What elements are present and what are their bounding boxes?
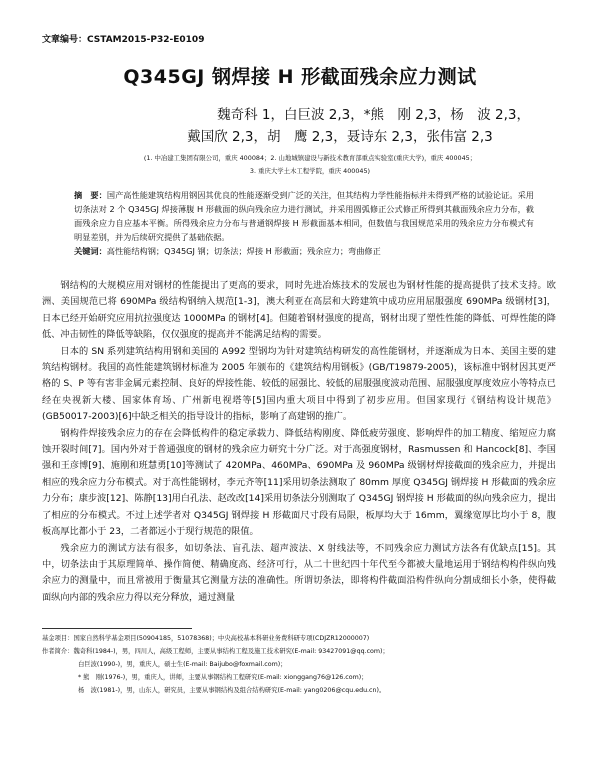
abstract-body bbox=[74, 188, 534, 244]
affiliation-line-1: (1. 中冶建工集团有限公司，重庆 400084；2. 山地城镇建设与新技术教育部重点实验室(重庆大学)，重庆 400045； bbox=[143, 154, 477, 162]
abstract-label: 摘 要： bbox=[74, 190, 107, 200]
footnote-divider bbox=[42, 628, 192, 629]
footnote-author-3: * 熊 刚(1976-)，男，重庆人，讲师，主要从事钢结构工程研究(E-mail: xionggang76@126.com)； bbox=[78, 674, 368, 681]
paragraph-4: 残余应力的测试方法有很多，如切条法、盲孔法、超声波法、X 射线法等，不同残余应力测试方法各有优缺点[15]。其中，切条法由于其原理简单、操作简便、精确度高、经济可行，从二十世纪四十年代至今都被大量地运用于钢结构构件纵向残余应力的测量中，而且常被用于衡量其它测量方法的准确性。所谓切条法，即将构件截面沿构件纵向分割成细长小条，使得截面纵向内部的残余应力得以充分释放，通过测量 bbox=[42, 542, 556, 603]
keywords bbox=[74, 244, 534, 258]
affiliation-line-2: 3. 重庆大学土木工程学院，重庆 400045) bbox=[249, 167, 371, 175]
paragraph-2: 日本的 SN 系列建筑结构用钢和美国的 A992 型钢均为针对建筑结构研发的高性能钢材，并逐渐成为日本、美国主要的建筑结构钢材。我国的高性能建筑钢材标准为 2005 年颁布的《建筑结构用钢板》(GB/T19879-2005)，该标准中钢材因其更严格的 S、P 等有害非金属元素控制、良好的焊接性能、较低的屈强比、较低的屈服强度波动范围、屈服强度厚度效应小等特点已经在央视新大楼、国家体育场、广州新电视塔等[5]国内重大项目中得到了初步应用。但国家现行《钢结构设计规范》(GB50017-2003)[6]中缺乏相关的指导设计的指标，影响了高建钢的推广。 bbox=[42, 345, 556, 423]
author-line-2: 戴国欣 2,3，胡 鹰 2,3，聂诗东 2,3，张伟富 2,3 bbox=[187, 129, 493, 145]
footnote-author-2: 白巨波(1990-)，男，重庆人，硕士生(E-mail: Baijubo@foxmail.com)； bbox=[78, 661, 287, 668]
abstract bbox=[74, 188, 534, 258]
footnote-author-1: 作者简介：魏奇科(1984-)，男，四川人，高级工程师，主要从事结构工程及施工技术研究(E-mail: 93427091@qq.com)； bbox=[42, 648, 389, 655]
author-line-1: 魏奇科 1，白巨波 2,3，*熊 刚 2,3，杨 波 2,3， bbox=[217, 107, 530, 123]
paper-title: Q345GJ 钢焊接 H 形截面残余应力测试 bbox=[123, 66, 477, 88]
paragraph-1: 钢结构的大规模应用对钢材的性能提出了更高的要求，同时先进冶炼技术的发展也为钢材性能的提高提供了技术支持。欧洲、美国规范已将 690MPa 级结构钢纳入规范[1-3]，澳大利亚在高层和大跨建筑中成功应用屈服强度 690MPa 级钢材[3]，日本已经开始研究应用抗拉强度达 1000MPa 的钢材[4]。但随着钢材强度的提高，钢材出现了塑性性能的降低、可焊性能的降低、冲击韧性的降低等缺陷，仅仅强度的提高并不能满足结构的需要。 bbox=[42, 280, 556, 341]
footnotes bbox=[42, 632, 556, 697]
author-list bbox=[110, 104, 530, 148]
keywords-text: 高性能结构钢；Q345GJ 钢；切条法；焊接 H 形截面；残余应力；弯曲修正 bbox=[106, 246, 381, 256]
footnote-funding: 基金项目：国家自然科学基金项目(50904185，51078368)；中央高校基本科研业务费科研专项(CDJZR12000007) bbox=[42, 635, 370, 642]
paragraph-3: 钢构件焊接残余应力的存在会降低构件的稳定承载力、降低结构刚度、降低疲劳强度、影响焊件的加工精度、缩短应力腐蚀开裂时间[7]。国内外对于普通强度的钢材的残余应力研究十分广泛。对于高强度钢材，Rasmussen 和 Hancock[8]、李国强和王彦博[9]、施刚和班慧勇[10]等测试了 420MPa、460MPa、690MPa 及 960MPa 级钢材焊接截面的残余应力，并提出相应的残余应力分布模式。对于高性能钢材，李元齐等[11]采用切条法测取了 80mm 厚度 Q345GJ 钢焊接 H 形截面的残余应力分布；康步波[12]、陈静[13]用白孔法、赵改改[14]采用切条法分别测取了 Q345GJ 钢焊接 H 形截面的纵向残余应力，提出了相应的分布模式。不过上述学者对 Q345GJ 钢焊接 H 形截面尺寸段有局限，板厚均大于 16mm，翼缘宽厚比均小于 8，腹板高厚比都小于 23，二者都远小于现行规范的限值。 bbox=[42, 427, 557, 538]
abstract-text: 国产高性能建筑结构用钢因其优良的性能逐渐受到广泛的关注，但其结构力学性能指标并未得到严格的试验论证。采用切条法对 2 个 Q345GJ 焊接薄腹 H 形截面的纵向残余应力进行测试，并采用圆弧修正公式修正所得到其截面残余应力分布，截面残余应力自应基本平衡。所得残余应力分布与普通钢焊接 H 形截面基本相同，但数值与我国规范采用的残余应力分布模式有明显差别，并为后续研究提供了基础依据。 bbox=[74, 190, 534, 242]
footnote-author-4: 杨 波(1981-)，男，山东人，研究员，主要从事钢结构及组合结构研究(E-mail: yang0206@cqu.edu.cn)。 bbox=[78, 687, 386, 694]
affiliations bbox=[100, 152, 520, 178]
keywords-label: 关键词： bbox=[74, 246, 107, 256]
document-id: 文章编号：CSTAM2015-P32-E0109 bbox=[42, 35, 205, 45]
body-text bbox=[42, 278, 556, 606]
